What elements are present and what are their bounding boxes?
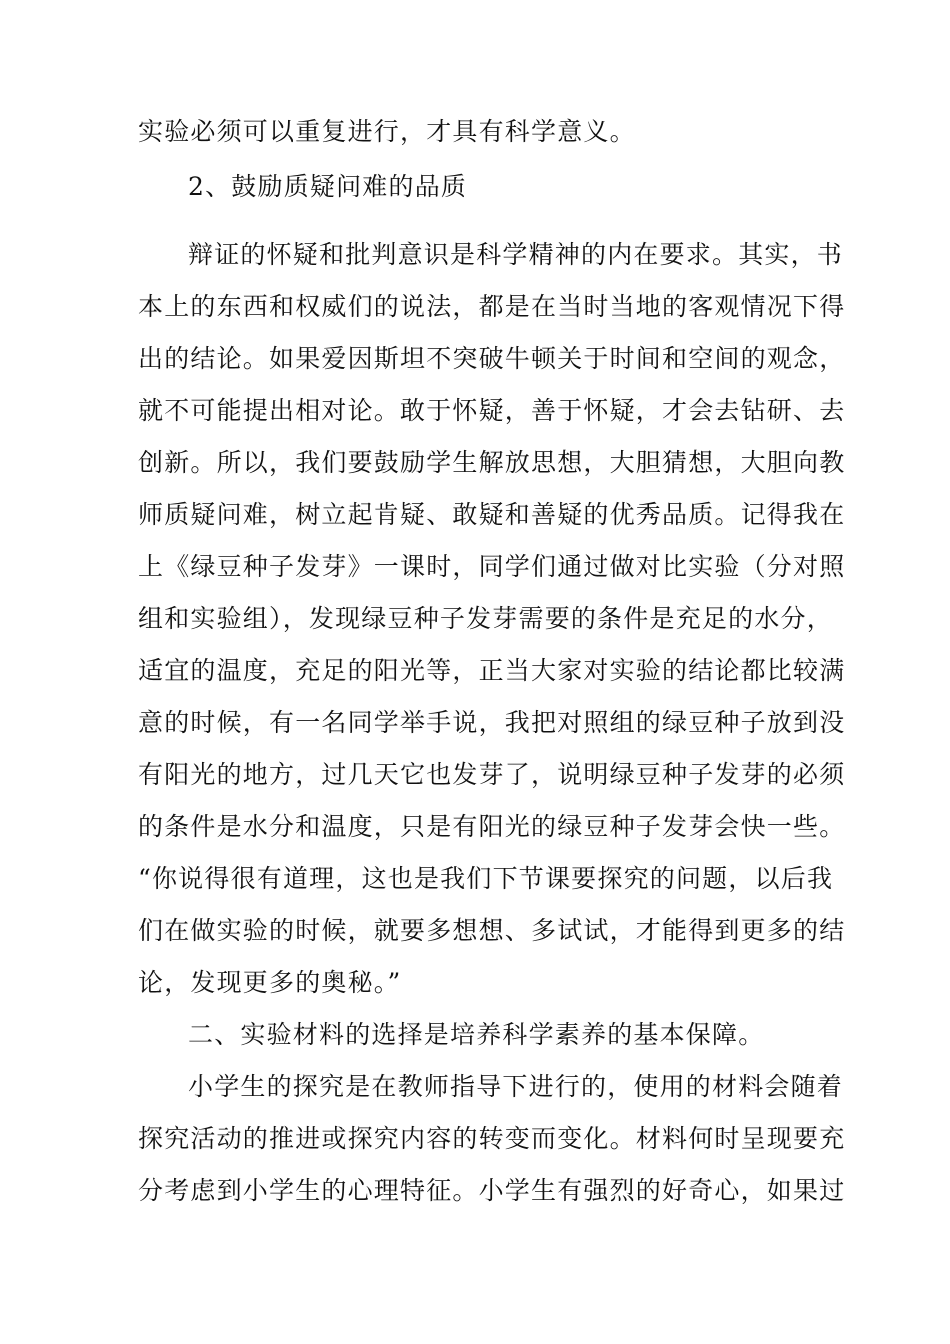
paragraph-line: 师质疑问难，树立起肯疑、敢疑和善疑的优秀品质。记得我在 [138,500,846,529]
paragraph-line: 辩证的怀疑和批判意识是科学精神的内在要求。其实，书 [188,240,844,269]
paragraph-line: 小学生的探究是在教师指导下进行的，使用的材料会随着 [188,1072,844,1101]
paragraph-line: 创新。所以，我们要鼓励学生解放思想，大胆猜想，大胆向教 [138,448,846,477]
paragraph-line: 适宜的温度，充足的阳光等，正当大家对实验的结论都比较满 [138,656,846,685]
paragraph-line: “你说得很有道理，这也是我们下节课要探究的问题，以后我 [138,864,834,893]
paragraph-line: 本上的东西和权威们的说法，都是在当时当地的客观情况下得 [138,292,846,321]
paragraph-line: 意的时候，有一名同学举手说，我把对照组的绿豆种子放到没 [138,708,846,737]
paragraph-line: 论，发现更多的奥秘。” [138,968,402,997]
section-heading-materials: 二、实验材料的选择是培养科学素养的基本保障。 [188,1020,765,1049]
paragraph-continuation-line: 实验必须可以重复进行，才具有科学意义。 [138,117,636,146]
paragraph-line: 分考虑到小学生的心理特征。小学生有强烈的好奇心，如果过 [138,1176,846,1205]
paragraph-line: 的条件是水分和温度，只是有阳光的绿豆种子发芽会快一些。 [138,812,846,841]
paragraph-line: 出的结论。如果爱因斯坦不突破牛顿关于时间和空间的观念， [138,344,846,373]
paragraph-line: 们在做实验的时候，就要多想想、多试试，才能得到更多的结 [138,916,846,945]
paragraph-line: 有阳光的地方，过几天它也发芽了，说明绿豆种子发芽的必须 [138,760,846,789]
paragraph-line: 组和实验组），发现绿豆种子发芽需要的条件是充足的水分， [138,604,833,633]
paragraph-line: 就不可能提出相对论。敢于怀疑，善于怀疑，才会去钻研、去 [138,396,846,425]
paragraph-line: 上《绿豆种子发芽》一课时，同学们通过做对比实验（分对照 [138,552,846,581]
subheading-encourage-questioning: 2、鼓励质疑问难的品质 [188,172,468,201]
paragraph-line: 探究活动的推进或探究内容的转变而变化。材料何时呈现要充 [138,1124,846,1153]
